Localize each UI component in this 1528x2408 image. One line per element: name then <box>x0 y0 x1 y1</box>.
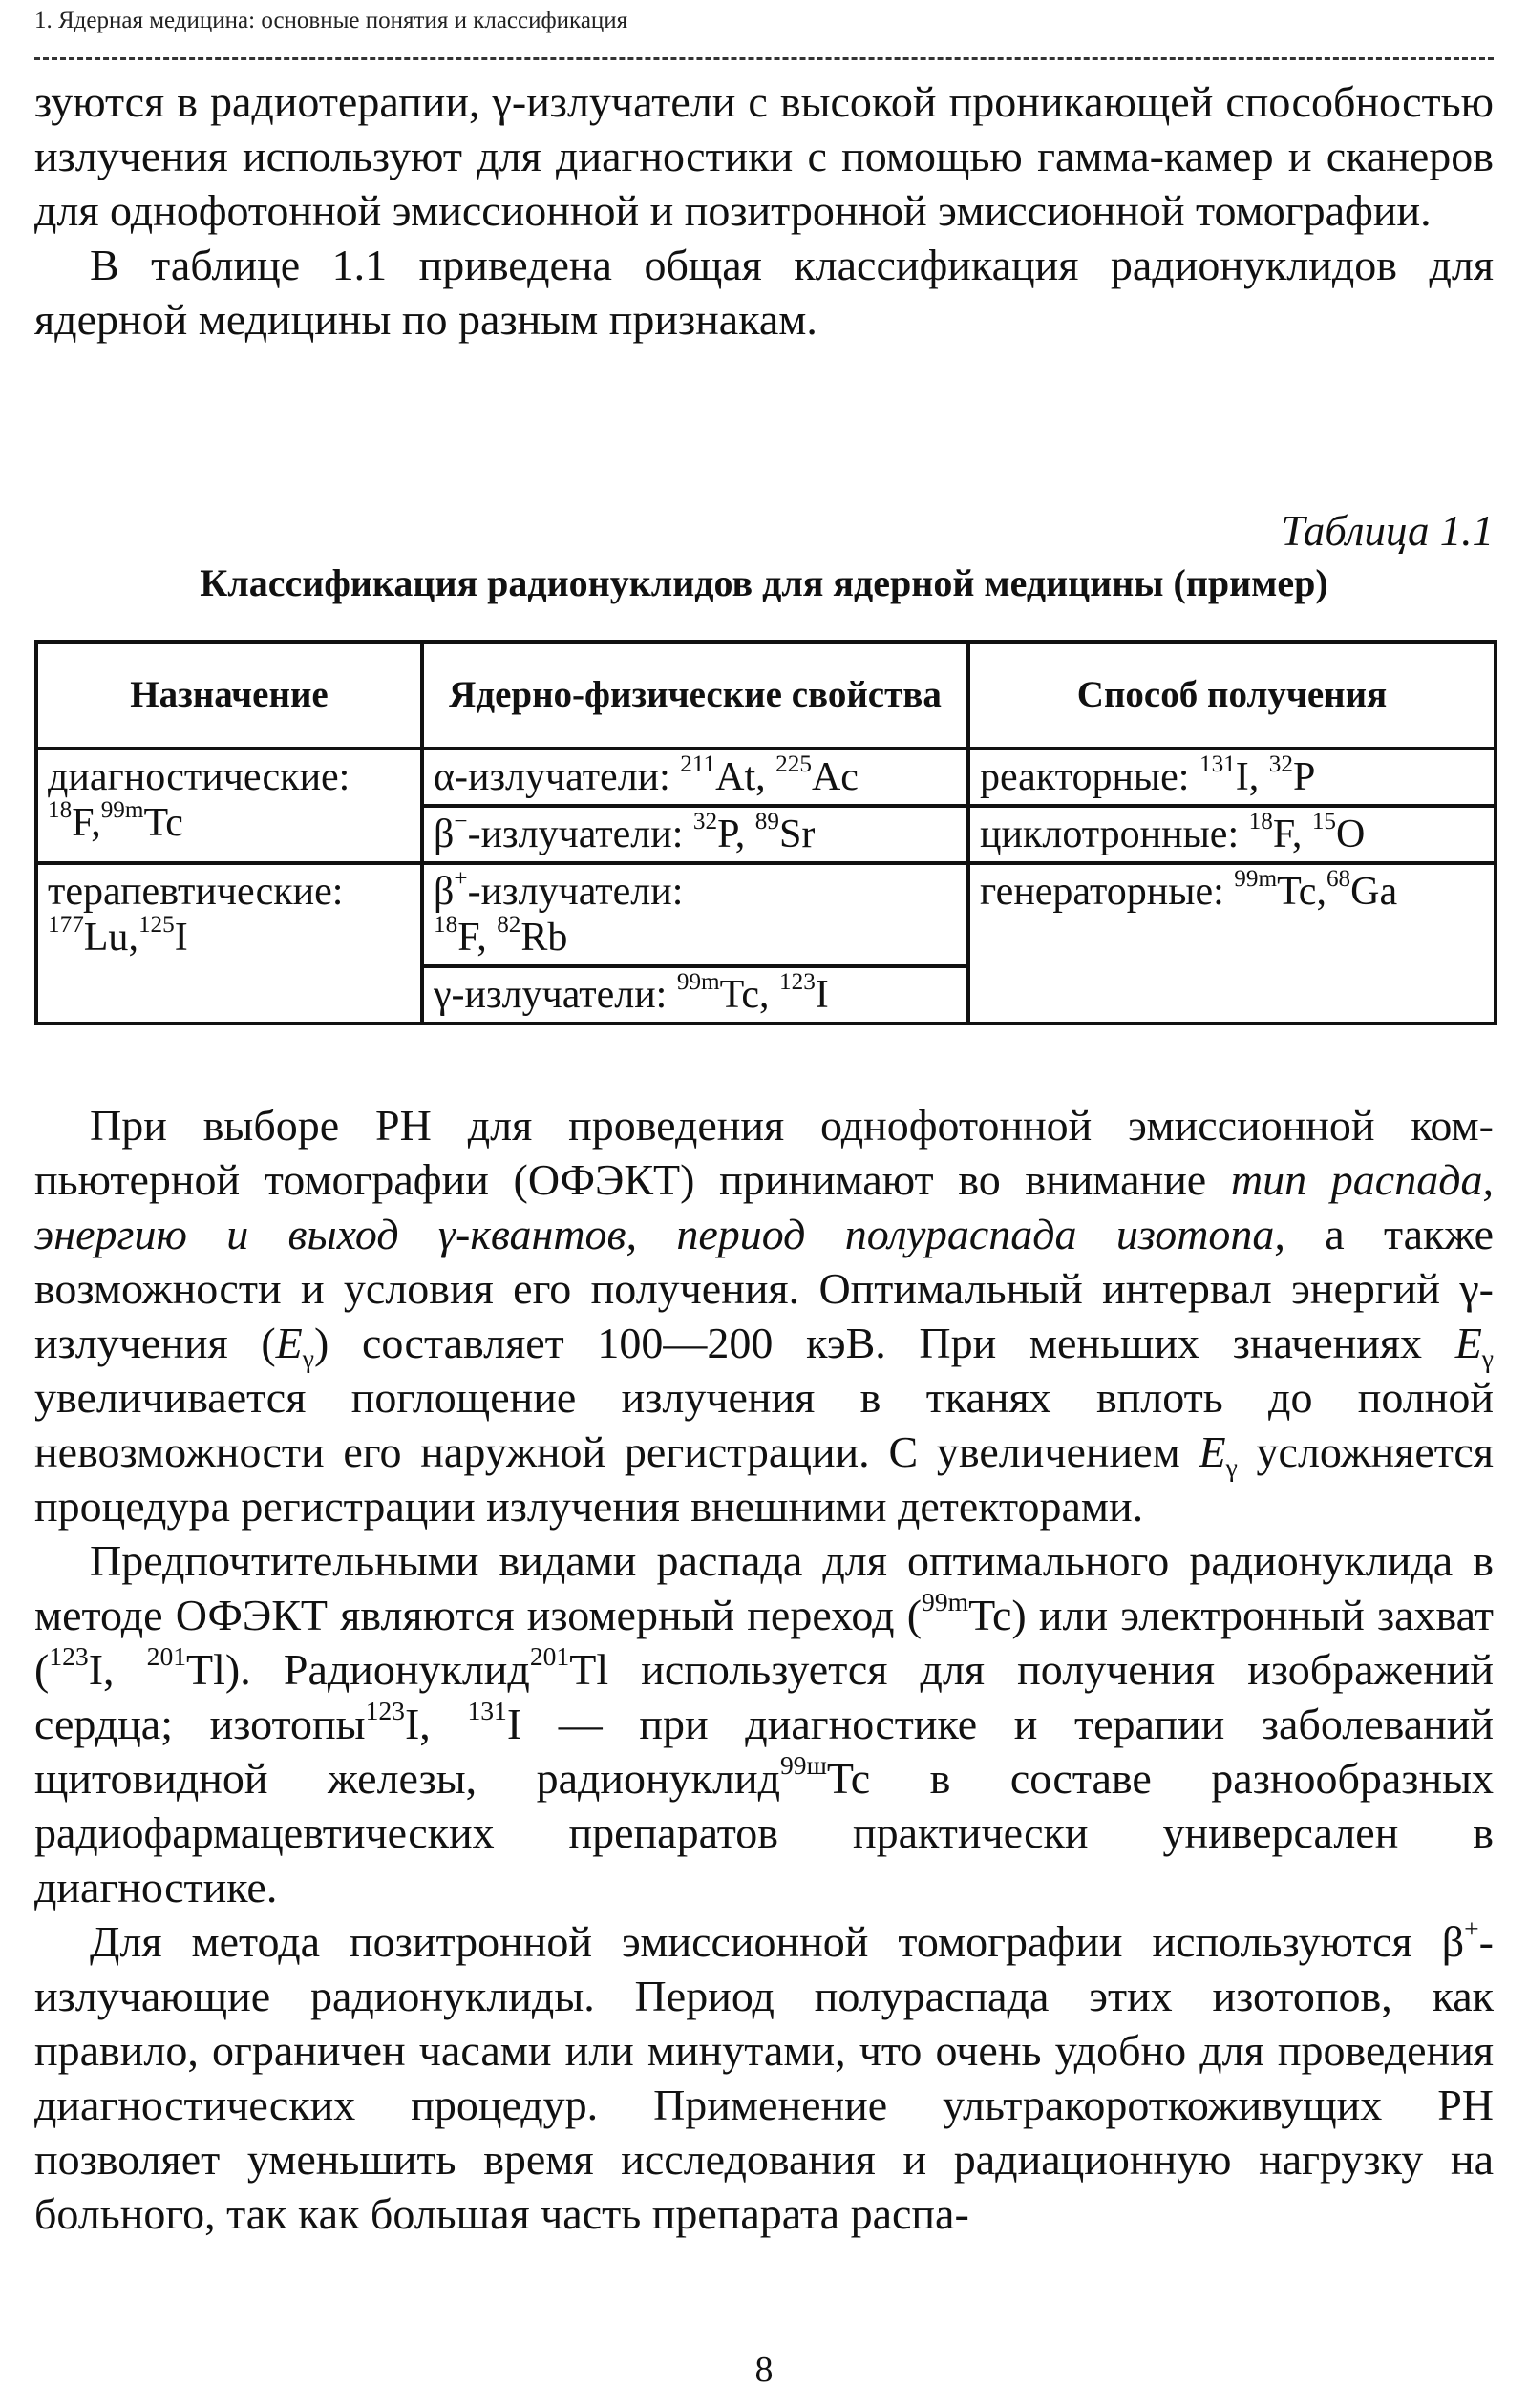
nuclide-mass: 18 <box>48 797 73 824</box>
paragraph-3: При выборе РН для проведения однофотонной эмиссионной компьютерной томографии (ОФЭКТ) принимают во внимание тип распада, энергию и выход γ-квантов, период полураспада изотопа, а также возможности и условия его получения. Оптимальный интервал энергий γ-излучения $(E_\gamma)$ составляет 100—200 кэВ. При меньших значениях $E_\gamma$ увеличивается поглощение излучения в тканях вплоть до полной невозможности его наружной регистрации. С увеличением $E_\gamma$ усложняется процедура регистрации излучения внешними детекторами. <box>34 1101 1494 1531</box>
header-production: Способ получения <box>968 642 1496 749</box>
paragraph-2: В таблице 1.1 приведена общая классификация радионуклидов для ядерной медицины по разным признакам. <box>34 241 1494 344</box>
cell-diagnostic: диагностические: $^{18}$F,$^{99m}$Tc <box>36 749 422 863</box>
cell-beta-minus-emitters: β−-излучатели: $^{32}$P, $^{89}$Sr <box>422 806 968 863</box>
intro-text <box>34 74 1494 347</box>
classification-table <box>34 640 1497 1025</box>
cell-beta-plus-emitters: β+-излучатели: $^{18}$F, $^{82}$Rb <box>422 863 968 966</box>
cell-gamma-emitters: γ-излучатели: $^{99m}$Tc, $^{123}$I <box>422 966 968 1024</box>
page-number: 8 <box>754 2350 774 2390</box>
paragraph-4: Предпочтительными видами распада для оптимального радионуклида в методе ОФЭКТ являются изомерный переход ($^{99m}$Tc) или электронный захват ($^{123}$I, $^{201}$Tl). Радионуклид$^{201}$Tl используется для получения изображений сердца; изотопы$^{123}$I, $^{131}$I — при диагностике и терапии заболеваний щитовидной железы, радионуклид$^{99ш}$Tc в составе разнообразных радиофармацевтических препаратов практически универсален в диагностике. <box>34 1536 1495 1912</box>
body-text <box>34 1098 1494 2241</box>
running-head: 1. Ядерная медицина: основные понятия и классификация <box>34 8 628 33</box>
paragraph-1: зуются в радиотерапии, γ-излучатели с высокой проникающей способностью излучения используют для диагностики с помощью гамма-камер и сканеров для однофотонной эмиссионной и позитронной эмиссионной томографии. <box>34 77 1494 235</box>
header-divider <box>34 57 1494 60</box>
paragraph-5: Для метода позитронной эмиссионной томографии используются β+-излучающие радионуклиды. Период полураспада этих изотопов, как правило, ограничен часами или минутами, что очень удобно для проведения диагностических процедур. Применение ультракороткоживущих РН позволяет уменьшить время исследования и радиационную нагрузку на больного, так как большая часть препарата распа- <box>34 1912 1494 2238</box>
cell-alpha-emitters: α-излучатели: $^{211}$At, $^{225}$Ac <box>422 749 968 806</box>
cell-cyclotron: циклотронные: $^{18}$F, $^{15}$O <box>968 806 1496 863</box>
cell-therapeutic: терапевтические: $^{177}$Lu,$^{125}$I <box>36 863 422 1024</box>
table-row <box>36 749 1496 806</box>
table-label: Таблица 1.1 <box>1281 507 1494 555</box>
cell-reactor: реакторные: $^{131}$I, $^{32}$P <box>968 749 1496 806</box>
header-properties: Ядерно-физические свойства <box>422 642 968 749</box>
cell-generator: генераторные: $^{99m}$Tc,$^{68}$Ga <box>968 863 1496 1024</box>
header-purpose: Назначение <box>36 642 422 749</box>
table-header-row <box>36 642 1496 749</box>
table-title: Классификация радионуклидов для ядерной медицины (пример) <box>200 561 1328 604</box>
nuclide-mass: 99m <box>100 797 144 824</box>
table-row <box>36 863 1496 966</box>
